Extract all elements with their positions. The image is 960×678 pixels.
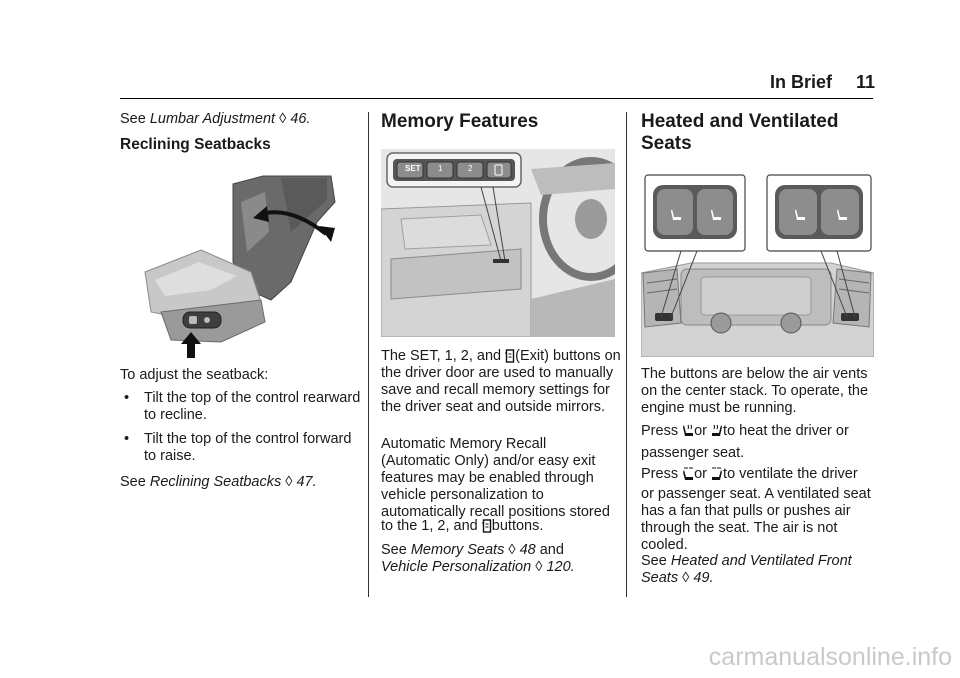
bullet-recline — [124, 390, 364, 426]
bullet-recline-text: Tilt the top of the control rearward to recline. — [144, 390, 361, 423]
bullet-raise — [124, 431, 364, 467]
page-header — [0, 0, 960, 100]
memory-para2-tail — [381, 518, 621, 535]
memory-seats-ref-link[interactable]: Memory Seats — [410, 542, 505, 558]
heated-seat-passenger-icon — [711, 423, 723, 439]
or-word: or — [694, 466, 708, 482]
and-word: and — [535, 542, 564, 558]
memory-door-illustration — [381, 149, 615, 337]
press-word: Press — [641, 466, 679, 482]
page-ref-symbol: ◊ — [535, 559, 543, 575]
vehicle-personalization-page-ref[interactable]: 120. — [546, 559, 575, 575]
column-divider-2 — [626, 112, 627, 597]
vent-instruction-2: or passenger seat. A ventilated seat has a fan that pulls or pushes air through the seat. The air is not cooled. — [641, 486, 871, 553]
lumbar-page-ref[interactable]: 46. — [290, 111, 311, 127]
exit-icon — [505, 348, 515, 364]
watermark: carmanualsonline.info — [708, 643, 952, 671]
hv-page-ref[interactable]: 49. — [693, 570, 714, 586]
heated-seat-driver-icon — [709, 207, 723, 223]
or-word: or — [694, 423, 708, 439]
memory-seats-page-ref[interactable]: 48 — [519, 542, 536, 558]
ventilated-seat-driver-icon — [669, 207, 683, 223]
memory-para2-tail-end: buttons. — [491, 518, 544, 534]
press-word: Press — [641, 423, 679, 439]
header-rule — [120, 98, 873, 99]
memory-para2-tail-start: to the 1, 2, and — [381, 518, 478, 534]
hv-ref-link[interactable]: Heated and Ventilated Front — [670, 553, 852, 569]
center-stack-illustration — [641, 173, 874, 357]
heading-line-2: Seats — [641, 133, 692, 154]
see-label: See — [120, 111, 150, 127]
reclining-page-ref[interactable]: 47. — [296, 474, 317, 490]
lumbar-ref-link[interactable]: Lumbar Adjustment — [149, 111, 276, 127]
ventilated-seat-passenger-icon — [711, 466, 723, 482]
exit-icon — [482, 518, 492, 534]
memory-para2: Automatic Memory Recall (Automatic Only) and/or easy exit features may be enabled through vehicle personalization to automatically recall positions stored — [381, 436, 610, 520]
page-number: 11 — [856, 72, 876, 92]
page-ref-symbol: ◊ — [682, 570, 690, 586]
page-ref-symbol: ◊ — [285, 474, 293, 490]
lumbar-see-line — [120, 111, 360, 128]
page-ref-symbol: ◊ — [508, 542, 516, 558]
memory-1-label: 1 — [438, 164, 443, 173]
memory-2-label: 2 — [468, 164, 473, 173]
memory-para1-exit: (Exit) buttons — [515, 348, 601, 364]
reclining-see-line — [120, 474, 317, 491]
bullet-marker: • — [124, 390, 130, 406]
vent-instruction — [641, 466, 877, 483]
hv-see-lines — [641, 553, 877, 587]
memory-heading: Memory Features — [381, 111, 539, 132]
reclining-heading: Reclining Seatbacks — [120, 136, 271, 153]
vent-text: to ventilate the driver — [723, 466, 858, 482]
heated-seat-passenger-icon — [793, 207, 807, 223]
bullet-marker: • — [124, 431, 130, 447]
memory-para1-start: The SET, 1, 2, and — [381, 348, 502, 364]
memory-see-lines — [381, 542, 621, 576]
see-label: See — [381, 542, 411, 558]
see-label: See — [641, 553, 671, 569]
heated-ventilated-heading — [641, 111, 881, 155]
set-button-label: SET — [405, 164, 421, 173]
heat-instruction-2: passenger seat. — [641, 445, 745, 461]
column-divider-1 — [368, 112, 369, 597]
hv-ref-link-2[interactable]: Seats — [641, 570, 679, 586]
page-ref-symbol: ◊ — [279, 111, 287, 127]
section-title: In Brief — [770, 72, 833, 92]
heat-text: to heat the driver or — [723, 423, 849, 439]
heat-instruction — [641, 423, 877, 440]
vehicle-personalization-ref-link[interactable]: Vehicle Personalization — [381, 559, 532, 575]
hv-para1: The buttons are below the air vents on the center stack. To operate, the engine must be running. — [641, 366, 869, 416]
see-label: See — [120, 474, 150, 490]
ventilated-seat-driver-icon — [682, 466, 694, 482]
adjust-intro: To adjust the seatback: — [120, 367, 269, 383]
bullet-raise-text: Tilt the top of the control forward to raise. — [144, 431, 352, 464]
memory-para1-rest: on the driver door are used to manually save and recall memory settings for the driver seat and outside mirrors. — [381, 348, 621, 415]
heading-line-1: Heated and Ventilated — [641, 111, 839, 132]
reclining-ref-link[interactable]: Reclining Seatbacks — [149, 474, 282, 490]
memory-para1 — [381, 348, 621, 416]
heated-seat-driver-icon — [682, 423, 694, 439]
seat-illustration — [141, 172, 337, 358]
ventilated-seat-passenger-icon — [835, 207, 849, 223]
